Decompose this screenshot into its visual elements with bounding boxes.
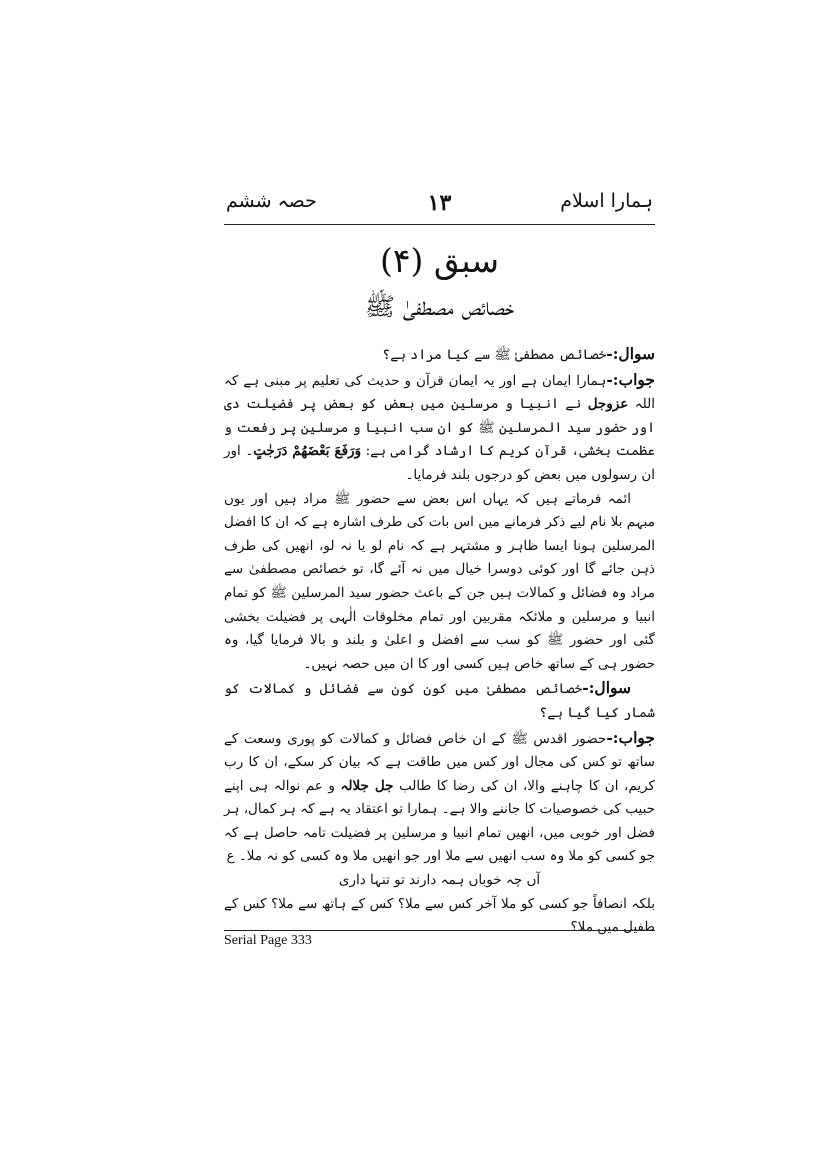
- question-1: [224, 342, 655, 368]
- closing-line: بلکہ انصافاً جو کسی کو ملا آخر کس سے ملا؟ کس کے ہاتھ سے ملا؟ کس کے طفیل میں ملا؟: [224, 895, 655, 936]
- page-header: [224, 190, 655, 220]
- highlight-text: جل جلالہ: [340, 777, 394, 794]
- question-label: سوال:-: [582, 678, 631, 698]
- answer-label: جواب:-: [606, 369, 655, 389]
- highlight-text: عزوجل: [587, 396, 629, 413]
- answer-text: ۔ اور ان رسولوں میں بعض کو درجوں بلند فرمایا۔: [224, 443, 655, 483]
- question-text: خصائص مصطفیٰ ﷺ سے کیا مراد ہے؟: [382, 347, 607, 363]
- part-label: حصہ ششم: [226, 190, 317, 212]
- book-title: ہمارا اسلام: [560, 190, 653, 212]
- page-number: ۱۳: [427, 190, 452, 216]
- footer-divider: [224, 930, 655, 931]
- answer-1: [224, 368, 655, 488]
- answer-text: و عم نوالہ ہی اپنے حبیب کی خصوصیات کا جاننے والا ہے۔ ہمارا تو اعتقاد یہ ہے کہ ہر کمال، ہر فضل اور خوبی میں، انھیں تمام انبیا و مرسلین پر فضیلت تامہ حاصل ہے کہ جو کسی کو ملا وہ سب انھیں سے ملا اور جو انھیں ملا وہ کسی کو نہ ملا۔ ع: [224, 777, 655, 865]
- question-label: سوال:-: [606, 344, 655, 363]
- answer-text: ہمارا ایمان ہے اور یہ ایمان قرآن و حدیث کی تعلیم پر مبنی ہے کہ اللہ: [224, 372, 655, 413]
- answer-2: [224, 726, 655, 870]
- answer-label: جواب:-: [606, 727, 655, 747]
- paragraph-2: ائمہ فرماتے ہیں کہ یہاں اس بعض سے حضور ﷺ مراد ہیں اور یوں مبہم بلا نام لیے ذکر فرمانے میں اس بات کی طرف اشارہ ہے کہ ان کا افضل المرسلین ہونا ایسا ظاہر و مشتہر ہے کہ نام لو یا نہ لو، انھیں کی طرف ذہن جائے گا اور کوئی دوسرا خیال میں نہ آئے گا، تو خصائص مصطفیٰ سے مراد وہ فضائل و کمالات ہیں جن کے باعث حضور سید المرسلین ﷺ کو تمام انبیا و مرسلین و ملائکہ مقربین اور تمام مخلوقات الٰہی پر فضیلت بخشی گئی اور حضور ﷺ کو سب سے افضل و اعلیٰ و بلند و بالا فرمایا گیا، وہ حضور ہی کے ساتھ خاص ہیں کسی اور کا ان میں حصہ نہیں۔: [224, 490, 655, 672]
- serial-page: Serial Page 333: [224, 933, 312, 948]
- body-text: [224, 342, 655, 940]
- answer-text: حضور اقدس ﷺ کے ان خاص فضائل و کمالات کو پوری وسعت کے ساتھ تو کس کی مجال اور کس میں طاقت ہے کہ بیان کر سکے، ان کا رب کریم، ان کا چاہنے والا، ان کی رضا کا طالب: [224, 730, 655, 794]
- header-divider: [224, 224, 655, 225]
- lesson-title: خصائص مصطفیٰ ﷺ: [364, 292, 515, 321]
- answer-text: نے انبیا و مرسلین میں بعض کو بعض پر فضیلت دی اور حضور سید المرسلین ﷺ کو ان سب انبیا و مرسلین پر رفعت و عظمت بخشی، قرآن کریم کا ارشاد گرامی ہے:: [224, 396, 655, 460]
- lesson-number: سبق (۴): [379, 241, 500, 280]
- quran-verse: وَرَفَعَ بَعْضَهُمْ دَرَجٰتٍ: [253, 443, 362, 460]
- question-2: [224, 676, 655, 725]
- persian-couplet: آں چہ خوباں ہمہ دارند تو تنہا داری: [338, 872, 541, 889]
- question-text: خصائص مصطفیٰ میں کون کون سے فضائل و کمالات کو شمار کیا گیا ہے؟: [224, 681, 655, 721]
